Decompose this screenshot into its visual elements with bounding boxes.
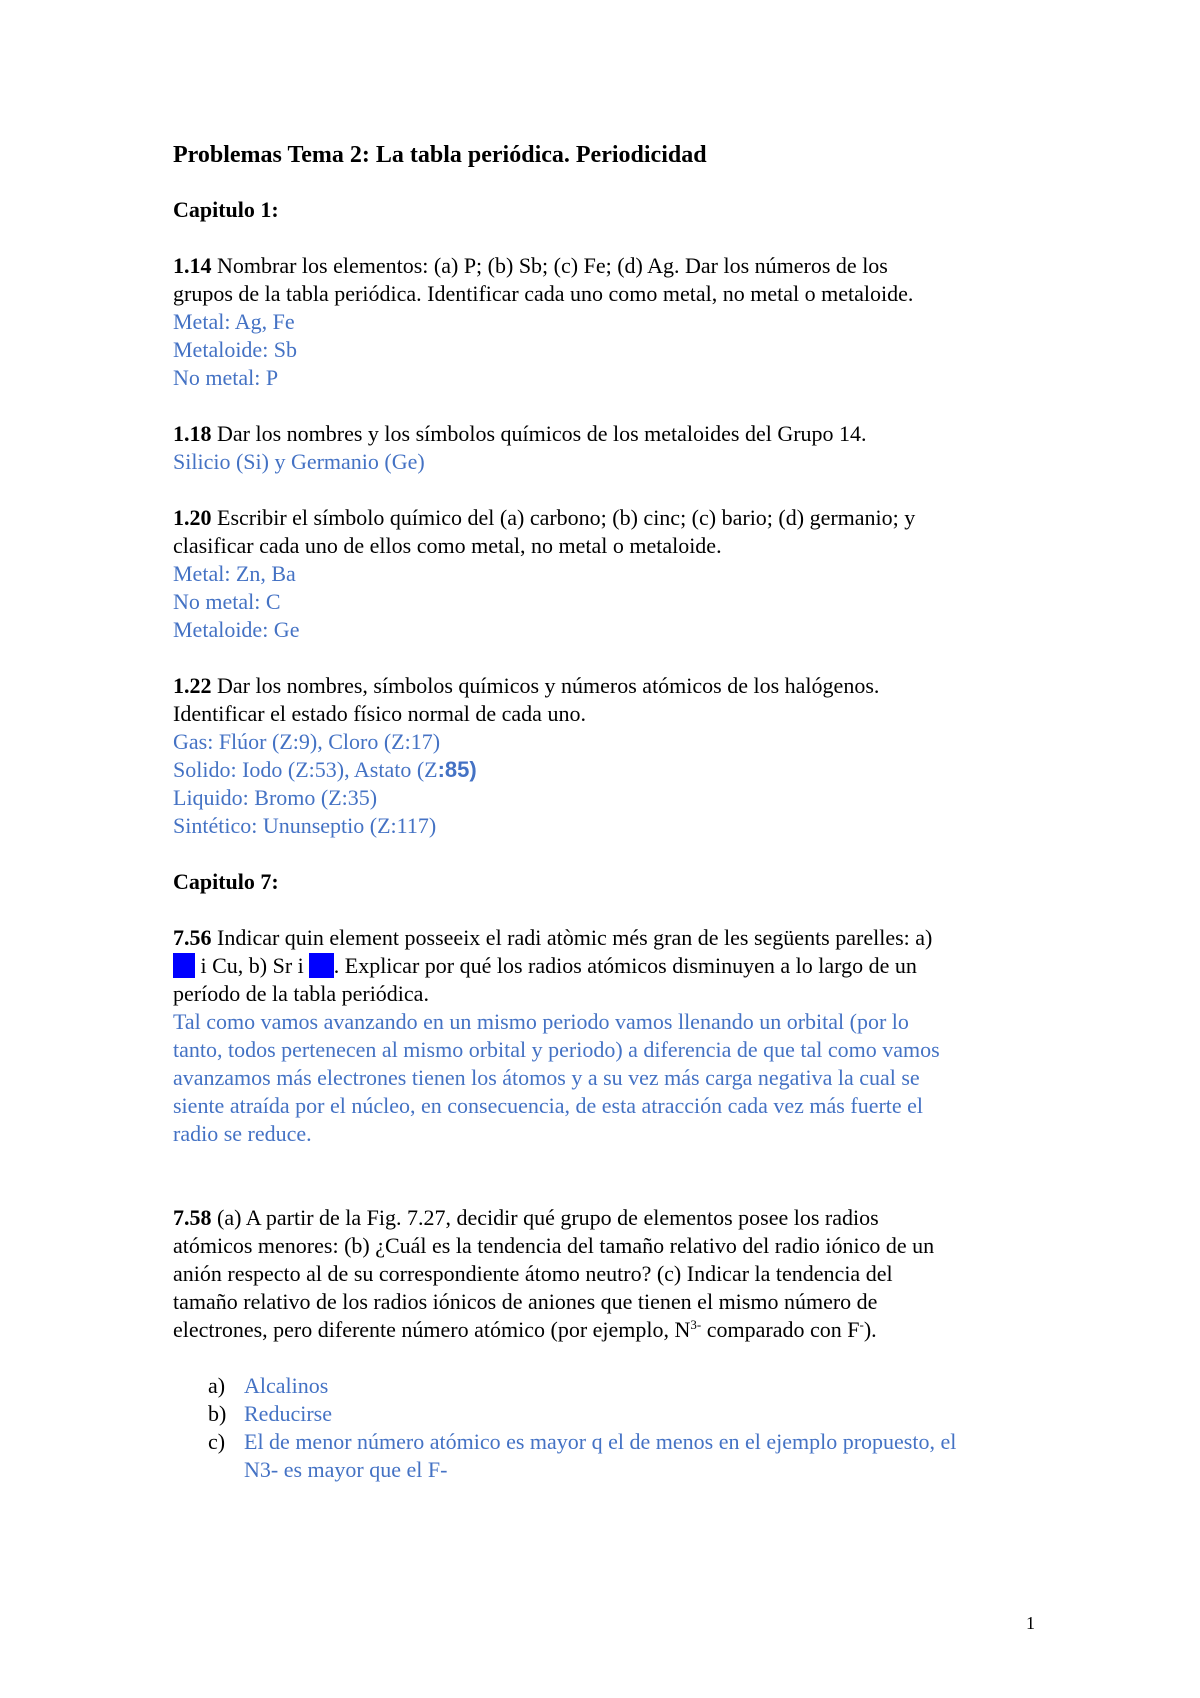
problem-1-18	[173, 420, 1053, 476]
problem-1-22	[173, 672, 1053, 840]
highlighted-text: Fe	[173, 953, 195, 978]
problem-7-56-line-3: período de la tabla periódica.	[173, 981, 429, 1006]
problem-1-22-line-2: Identificar el estado físico normal de cada uno.	[173, 701, 586, 726]
answer-line: Gas: Flúor (Z:9), Cloro (Z:17)	[173, 729, 441, 754]
problem-number: 7.58	[173, 1205, 212, 1230]
answer-line: Sintético: Ununseptio (Z:117)	[173, 813, 437, 838]
problem-7-56-line-2: Fe i Cu, b) Sr i Ba. Explicar por qué los radios atómicos disminuyen a lo largo de un	[173, 953, 917, 978]
answer-line: No metal: C	[173, 589, 281, 614]
list-item-continuation	[173, 1456, 1053, 1484]
problem-1-20-line-2: clasificar cada uno de ellos como metal, no metal o metaloide.	[173, 533, 722, 558]
highlighted-text: Ba	[309, 953, 334, 978]
answer-line: avanzamos más electrones tienen los átomos y a su vez más carga negativa la cual se	[173, 1065, 920, 1090]
problem-number: 7.56	[173, 925, 212, 950]
chapter-7-heading: Capitulo 7:	[173, 869, 279, 894]
problem-7-56-line-1: 7.56 Indicar quin element posseeix el radi atòmic més gran de les següents parelles: a)	[173, 925, 933, 950]
answer-text: Reducirse	[244, 1401, 332, 1426]
answer-line: Solido: Iodo (Z:53), Astato (Z:85)	[173, 757, 477, 782]
answer-list	[173, 1372, 1053, 1484]
chapter-1-heading: Capitulo 1:	[173, 197, 279, 222]
problem-1-20	[173, 504, 1053, 644]
problem-7-56	[173, 924, 1053, 1148]
problem-number: 1.18	[173, 421, 212, 446]
problem-number: 1.20	[173, 505, 212, 530]
answer-text: El de menor número atómico es mayor q el de menos en el ejemplo propuesto, el	[244, 1429, 957, 1454]
problem-number: 1.22	[173, 673, 212, 698]
problem-7-58-line-3: anión respecto al de su correspondiente átomo neutro? (c) Indicar la tendencia del	[173, 1261, 893, 1286]
answer-text: N3- es mayor que el F-	[244, 1457, 448, 1482]
problem-number: 1.14	[173, 253, 212, 278]
problem-1-14	[173, 252, 1053, 392]
problem-7-58-line-1: 7.58 (a) A partir de la Fig. 7.27, decidir qué grupo de elementos posee los radios	[173, 1205, 879, 1230]
answer-line: siente atraída por el núcleo, en consecuencia, de esta atracción cada vez más fuerte el	[173, 1093, 924, 1118]
answer-line: Silicio (Si) y Germanio (Ge)	[173, 449, 425, 474]
answer-line: No metal: P	[173, 365, 279, 390]
answer-line: Metal: Ag, Fe	[173, 309, 295, 334]
problem-1-22-line-1: 1.22 Dar los nombres, símbolos químicos y números atómicos de los halógenos.	[173, 673, 880, 698]
answer-line: Metal: Zn, Ba	[173, 561, 296, 586]
problem-7-58-line-5: electrones, pero diferente número atómico (por ejemplo, $N^{3-}$ comparado con F-).	[173, 1317, 877, 1342]
problem-1-18-line-1: 1.18 Dar los nombres y los símbolos químicos de los metaloides del Grupo 14.	[173, 421, 867, 446]
document-title: Problemas Tema 2: La tabla periódica. Periodicidad	[173, 142, 707, 168]
list-marker: a)	[208, 1373, 226, 1398]
answer-text: Alcalinos	[244, 1373, 329, 1398]
problem-1-20-line-1: 1.20 Escribir el símbolo químico del (a) carbono; (b) cinc; (c) bario; (d) germanio; y	[173, 505, 916, 530]
list-marker: b)	[208, 1401, 227, 1426]
answer-line: Tal como vamos avanzando en un mismo periodo vamos llenando un orbital (por lo	[173, 1009, 909, 1034]
list-item	[173, 1428, 1053, 1456]
problem-1-14-line-2: grupos de la tabla periódica. Identificar cada uno como metal, no metal o metaloide.	[173, 281, 914, 306]
answer-line: Metaloide: Ge	[173, 617, 300, 642]
problem-1-14-line-1: 1.14 Nombrar los elementos: (a) P; (b) Sb; (c) Fe; (d) Ag. Dar los números de los	[173, 253, 888, 278]
problem-7-58	[173, 1204, 1053, 1484]
answer-line: radio se reduce.	[173, 1121, 312, 1146]
problem-7-58-line-4: tamaño relativo de los radios iónicos de aniones que tienen el mismo número de	[173, 1289, 878, 1314]
answer-line: tanto, todos pertenecen al mismo orbital y periodo) a diferencia de que tal como vamos	[173, 1037, 940, 1062]
problem-7-58-line-2: atómicos menores: (b) ¿Cuál es la tendencia del tamaño relativo del radio iónico de un	[173, 1233, 935, 1258]
document-page	[173, 140, 1053, 1512]
list-item	[173, 1372, 1053, 1400]
answer-line: Metaloide: Sb	[173, 337, 298, 362]
page-number: 1	[1026, 1613, 1035, 1633]
answer-line: Liquido: Bromo (Z:35)	[173, 785, 378, 810]
list-item	[173, 1400, 1053, 1428]
list-marker: c)	[208, 1429, 226, 1454]
